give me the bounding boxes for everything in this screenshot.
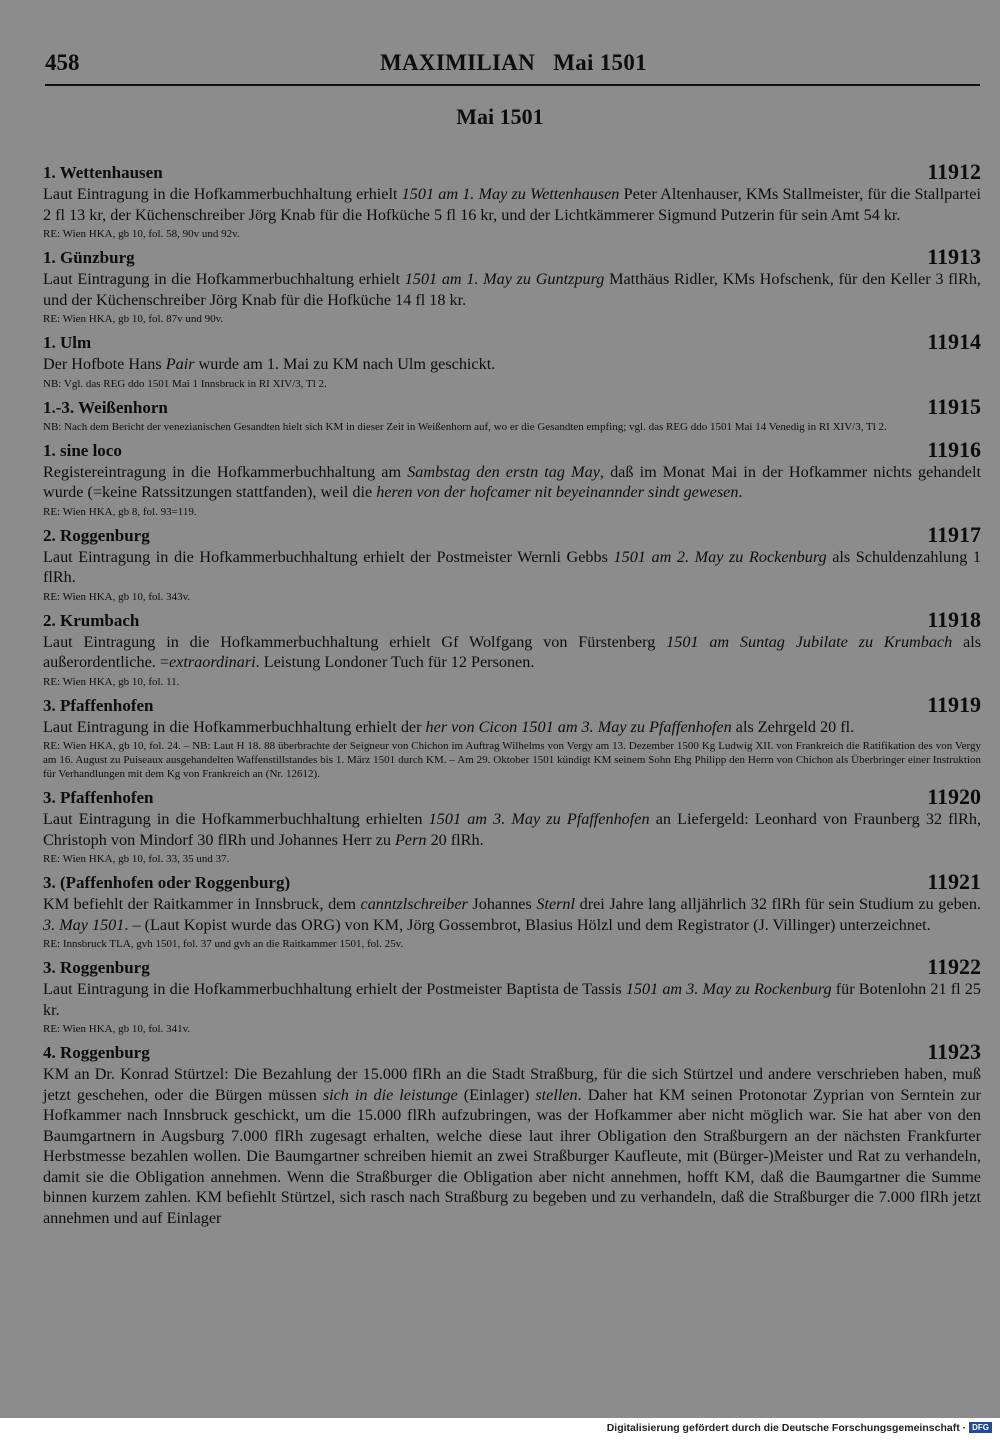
section-title: Mai 1501 <box>456 104 544 129</box>
entry-text <box>43 269 981 310</box>
text-run: Johannes <box>467 895 537 913</box>
entry-number: 11916 <box>927 436 981 462</box>
entry-number: 11919 <box>927 691 981 717</box>
entry-number: 11917 <box>927 521 981 547</box>
entry-number: 11913 <box>927 244 981 269</box>
entry-source-note: RE: Wien HKA, gb 10, fol. 24. – NB: Laut H 18. 88 überbrachte der Seigneur von Chichon im Auftrag Wilhelms von Vergy am 13. Dezember 1500 Kg Ludwig XII. von Frankreich die Ratifikation des von Vergy am 16. August zu Puiseaux ausgehandelten Waffenstillstandes bis 1. März 1501 durch KM. – Am 29. Oktober 1501 kündigt KM seinem Sohn Ehg Philipp den Herrn von Chichon als Überbringer einer Instruktion für Verhandlungen mit dem Kg von Frankreich an (Nr. 12612). <box>43 740 981 780</box>
entry-number: 11922 <box>927 954 981 979</box>
entry-text <box>43 979 981 1020</box>
text-run: an Liefergeld: Leonhard von Fraunberg 32 flRh, Christoph von Mindorf 30 flRh und Johannes Herr zu <box>43 810 981 849</box>
quoted-source-text: 1501 am 1. May zu Wettenhausen <box>401 185 620 203</box>
dfg-logo: DFG <box>969 1422 992 1433</box>
entry-place-date: 1. Wettenhausen <box>43 163 163 182</box>
entry-place-date: 3. Pfaffenhofen <box>43 695 154 715</box>
quoted-source-text: 1501 am 3. May zu Rockenburg <box>625 980 832 998</box>
regest-entry <box>43 521 981 604</box>
entry-text <box>43 462 981 503</box>
entry-source-note: NB: Nach dem Bericht der venezianischen Gesandten hielt sich KM in dieser Zeit in Weißenhorn auf, wo er die Gesandten empfing; vgl. das REG ddo 1501 Mai 14 Venedig in RI XIV/3, Tl 2. <box>43 420 887 433</box>
regest-entry <box>43 161 981 241</box>
text-run: (Einlager) <box>457 1085 536 1104</box>
regest-entry <box>43 331 981 391</box>
entry-text <box>43 547 981 588</box>
regest-entry <box>43 786 981 866</box>
quoted-source-text: stellen <box>535 1085 578 1104</box>
entry-heading <box>43 331 981 353</box>
text-run: KM befiehlt der Raitkammer in Innsbruck, dem <box>43 895 361 913</box>
entry-heading <box>43 436 981 462</box>
regest-entry <box>43 393 981 434</box>
entry-number: 11923 <box>927 1039 981 1064</box>
regest-entry <box>43 606 981 689</box>
entry-place-date: 3. Pfaffenhofen <box>43 788 154 807</box>
text-run: Laut Eintragung in die Hofkammerbuchhaltung erhielt der Postmeister Wernli Gebbs <box>43 547 614 566</box>
regest-entry <box>43 436 981 519</box>
entry-text <box>43 354 981 375</box>
quoted-source-text: 1501 am 1. May zu Guntzpurg <box>404 270 605 288</box>
text-run: als Schuldenzahlung 1 flRh. <box>43 547 981 586</box>
text-run: Laut Eintragung in die Hofkammerbuchhaltung erhielt <box>43 270 405 288</box>
text-run: als Zehrgeld 20 fl. <box>731 717 855 736</box>
entry-heading <box>43 161 981 183</box>
header-rule <box>45 84 980 86</box>
entry-place-date: 1. Günzburg <box>43 248 135 267</box>
footer-credit <box>607 1422 992 1434</box>
entry-number: 11912 <box>927 159 981 184</box>
entry-source-note: RE: Wien HKA, gb 10, fol. 341v. <box>43 1023 191 1035</box>
entry-source-note: RE: Wien HKA, gb 10, fol. 11. <box>43 675 180 688</box>
text-run: wurde am 1. Mai zu KM nach Ulm geschickt. <box>194 355 496 373</box>
entry-heading <box>43 956 981 978</box>
entry-place-date: 3. Roggenburg <box>43 958 150 977</box>
quoted-source-text: 1501 am 2. May zu Rockenburg <box>613 547 827 566</box>
regest-entry <box>43 1041 981 1228</box>
text-run: Matthäus Ridler, KMs Hofschenk, für den Keller 3 flRh, und der Küchenschreiber Jörg Knab für die Hofküche 14 fl 18 kr. <box>43 270 981 309</box>
entry-place-date: 1. Ulm <box>43 333 92 352</box>
entry-heading <box>43 393 981 419</box>
regest-entry <box>43 691 981 782</box>
entry-heading <box>43 691 981 717</box>
running-header <box>45 50 980 84</box>
text-run: für Botenlohn 21 fl 25 kr. <box>43 980 981 1019</box>
entry-source-note: RE: Wien HKA, gb 10, fol. 58, 90v und 92v. <box>43 228 240 240</box>
entry-heading <box>43 606 981 632</box>
quoted-source-text: heren von der hofcamer nit beyeinannder sindt gewesen <box>376 483 739 501</box>
quoted-source-text: Pern <box>395 830 427 849</box>
entry-source-note: NB: Vgl. das REG ddo 1501 Mai 1 Innsbruck in RI XIV/3, Tl 2. <box>43 377 327 390</box>
entry-number: 11914 <box>927 329 981 354</box>
text-run: Laut Eintragung in die Hofkammerbuchhaltung erhielt der Postmeister Baptista de Tassis <box>43 980 626 998</box>
entry-heading <box>43 246 981 268</box>
regest-entry <box>43 871 981 951</box>
text-run: Laut Eintragung in die Hofkammerbuchhaltung erhielten <box>43 810 429 828</box>
quoted-source-text: 1501 am Suntag Jubilate zu Krumbach <box>666 632 953 651</box>
running-title: MAXIMILIAN Mai 1501 <box>380 50 647 75</box>
entry-text <box>43 894 981 935</box>
entry-heading <box>43 1041 981 1063</box>
quoted-source-text: 1501 am 3. May zu Pfaffenhofen <box>428 810 650 828</box>
text-run: als außerordentliche. = <box>43 632 981 671</box>
entry-number: 11921 <box>927 869 981 894</box>
entry-source-note: RE: Wien HKA, gb 10, fol. 33, 35 und 37. <box>43 853 230 865</box>
entry-text <box>43 632 981 673</box>
quoted-source-text: her von Cicon 1501 am 3. May zu Pfaffenhofen <box>425 717 732 736</box>
entry-place-date: 1. sine loco <box>43 440 122 460</box>
quoted-source-text: 3. May 1501 <box>43 915 125 934</box>
entry-text <box>43 809 981 850</box>
entry-heading <box>43 871 981 893</box>
entry-source-note: RE: Wien HKA, gb 10, fol. 343v. <box>43 590 191 603</box>
text-run: . Leistung Londoner Tuch für 12 Personen. <box>255 653 535 671</box>
quoted-source-text: Sambstag den erstn tag May <box>407 462 600 481</box>
text-run: . Daher hat KM seinen Protonotar Zyprian von Serntein zur Hofkammer nach Innsbruck geschickt, um die 15.000 flRh aufzubringen, was der Hofkammer aber nicht möglich war. Sie hat aber von den Baumgartnern in Augsburg 7.000 flRh zugesagt erhalten, welche diese laut ihrer Obligation den Straßburgern an der nächsten Frankfurter Herbstmesse bezahlen wollen. Die Baumgartner schreiben hiemit an zwei Straßburger Kaufleute, mit (Bürger-)Meister und Rat zu verhandeln, damit sie die Obligation annehmen. Wenn die Straßburger die Obligation aber nicht annehmen, hofft KM, daß die Baumgartner die Summe binnen kurzem zahlen. KM befiehlt Stürtzel, sich rasch nach Straßburg zu begeben und zu verhandeln, daß die Straßburger die 7.000 flRh jetzt annehmen und auf Einlager <box>43 1085 981 1227</box>
quoted-source-text: extraordinari <box>168 653 256 671</box>
entry-place-date: 4. Roggenburg <box>43 1043 150 1062</box>
regesta-list <box>43 161 981 1233</box>
entry-place-date: 2. Roggenburg <box>43 525 150 545</box>
entry-source-note: RE: Wien HKA, gb 10, fol. 87v und 90v. <box>43 313 224 325</box>
quoted-source-text: canntzlschreiber <box>360 895 468 913</box>
entry-source-note: RE: Innsbruck TLA, gvh 1501, fol. 37 und gvh an die Raitkammer 1501, fol. 25v. <box>43 938 404 950</box>
entry-number: 11918 <box>927 606 981 632</box>
entry-text <box>43 717 981 738</box>
entry-place-date: 1.-3. Weißenhorn <box>43 397 168 417</box>
text-run: KM an Dr. Konrad Stürtzel: Die Bezahlung der 15.000 flRh an die Stadt Straßburg, für die sich Stürtzel und andere verschrieben haben, muß jetzt geschehen, oder die Bürgen müssen <box>43 1065 981 1104</box>
entry-text <box>43 184 981 225</box>
text-run: Registereintragung in die Hofkammerbuchhaltung am <box>43 462 408 481</box>
entry-number: 11920 <box>927 784 981 809</box>
entry-heading <box>43 786 981 808</box>
text-run: Peter Altenhauser, KMs Stallmeister, für die Stallpartei 2 fl 13 kr, der Küchenschreiber Jörg Knab für die Hofküche 5 fl 16 kr, und der Lichtkämmerer Sigmund Putzerin für sein Amt 54 kr. <box>43 185 981 224</box>
entry-text <box>43 1064 981 1228</box>
entry-source-note: RE: Wien HKA, gb 8, fol. 93=119. <box>43 505 197 518</box>
regest-entry <box>43 246 981 326</box>
page-number: 458 <box>45 50 80 75</box>
quoted-source-text: sich in die leistunge <box>322 1085 458 1104</box>
text-run: 20 flRh. <box>426 830 484 849</box>
footer-text: Digitalisierung gefördert durch die Deutsche Forschungsgemeinschaft · <box>606 1422 967 1434</box>
entry-place-date: 3. (Paffenhofen oder Roggenburg) <box>43 873 291 892</box>
regest-entry <box>43 956 981 1036</box>
entry-number: 11915 <box>927 393 981 419</box>
entry-heading <box>43 521 981 547</box>
text-run: Laut Eintragung in die Hofkammerbuchhaltung erhielt Gf Wolfgang von Fürstenberg <box>43 632 667 651</box>
text-run: Der Hofbote Hans <box>43 355 166 373</box>
quoted-source-text: Sternl <box>536 895 576 913</box>
text-run: Laut Eintragung in die Hofkammerbuchhaltung erhielt <box>43 185 402 203</box>
quoted-source-text: Pair <box>165 355 195 373</box>
text-run: . <box>738 483 743 501</box>
text-run: , daß im Monat Mai in der Hofkammer nichts gehandelt wurde (=keine Ratssitzungen stattfanden), weil die <box>43 462 981 501</box>
text-run: drei Jahre lang alljährlich 32 flRh für sein Studium zu geben. <box>575 895 982 913</box>
text-run: . – (Laut Kopist wurde das ORG) von KM, Jörg Gossembrot, Blasius Hölzl und dem Registrator (J. Villinger) unterzeichnet. <box>124 915 931 934</box>
entry-place-date: 2. Krumbach <box>43 610 140 630</box>
text-run: Laut Eintragung in die Hofkammerbuchhaltung erhielt der <box>43 717 426 736</box>
